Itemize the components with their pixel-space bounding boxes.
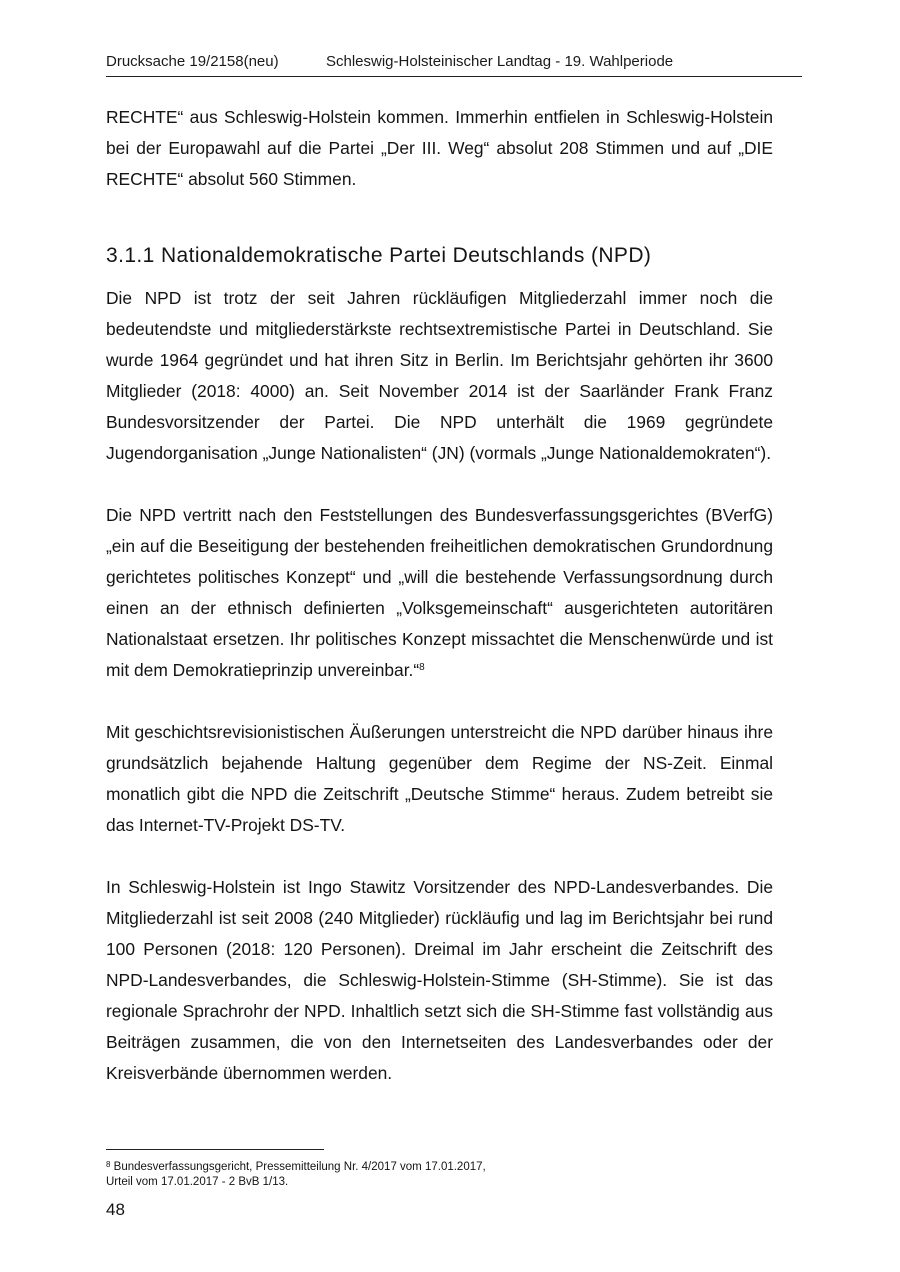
footnote-number: 8	[106, 1160, 111, 1169]
landtag-title: Schleswig-Holsteinischer Landtag - 19. Wahlperiode	[326, 53, 674, 70]
paragraph-bverfg-text: Die NPD vertritt nach den Feststellungen des Bundesverfassungsgerichtes (BVerfG) „ein auf die Beseitigung der bestehenden freiheitlichen demokratischen Grundordnung gerichtetes politisches Konzept“ und „will die bestehende Verfassungsordnung durch einen an der ethnisch definierten „Volksgemeinschaft“ ausgerichteten autoritären Nationalstaat ersetzen. Ihr politisches Konzept missachtet die Menschenwürde und ist mit dem Demokratieprinzip unvereinbar.“	[106, 505, 773, 680]
paragraph-npd-overview: Die NPD ist trotz der seit Jahren rückläufigen Mitgliederzahl immer noch die bedeutendste und mitgliederstärkste rechtsextremistische Partei in Deutschland. Sie wurde 1964 gegründet und hat ihren Sitz in Berlin. Im Berichtsjahr gehörten ihr 3600 Mitglieder (2018: 4000) an. Seit November 2014 ist der Saarländer Frank Franz Bundesvorsitzender der Partei. Die NPD unterhält die 1969 gegründete Jugendorganisation „Junge Nationalisten“ (JN) (vormals „Junge Nationaldemokraten“).	[106, 288, 773, 463]
footnote-line-1	[106, 1157, 706, 1175]
footnote	[106, 1157, 706, 1190]
section-heading: 3.1.1 Nationaldemokratische Partei Deutschlands (NPD)	[106, 244, 652, 267]
page-body	[106, 102, 773, 1089]
drucksache-number: Drucksache 19/2158(neu)	[106, 53, 279, 70]
paragraph-bverfg	[106, 500, 773, 686]
footnote-text: Bundesverfassungsgericht, Pressemitteilung Nr. 4/2017 vom 17.01.2017,	[113, 1161, 486, 1173]
footnote-divider	[106, 1149, 324, 1150]
paragraph-schleswig-holstein: In Schleswig-Holstein ist Ingo Stawitz Vorsitzender des NPD-Landesverbandes. Die Mitgliederzahl ist seit 2008 (240 Mitglieder) rückläufig und lag im Berichtsjahr bei rund 100 Personen (2018: 120 Personen). Dreimal im Jahr erscheint die Zeitschrift des NPD-Landesverbandes, die Schleswig-Holstein-Stimme (SH-Stimme). Sie ist das regionale Sprachrohr der NPD. Inhaltlich setzt sich die SH-Stimme fast vollständig aus Beiträgen zusammen, die von den Internetseiten des Landesverbandes oder der Kreisverbände übernommen werden.	[106, 877, 773, 1083]
intro-paragraph: RECHTE“ aus Schleswig-Holstein kommen. Immerhin entfielen in Schleswig-Holstein bei der Europawahl auf die Partei „Der III. Weg“ absolut 208 Stimmen und auf „DIE RECHTE“ absolut 560 Stimmen.	[106, 107, 773, 189]
footnote-reference: 8	[419, 662, 425, 673]
page-header	[106, 52, 802, 72]
footnote-line-2: Urteil vom 17.01.2017 - 2 BvB 1/13.	[106, 1176, 289, 1188]
header-divider	[106, 76, 802, 77]
paragraph-revisionism: Mit geschichtsrevisionistischen Äußerungen unterstreicht die NPD darüber hinaus ihre grundsätzlich bejahende Haltung gegenüber dem Regime der NS-Zeit. Einmal monatlich gibt die NPD die Zeitschrift „Deutsche Stimme“ heraus. Zudem betreibt sie das Internet-TV-Projekt DS-TV.	[106, 722, 773, 835]
page-number: 48	[106, 1200, 125, 1219]
